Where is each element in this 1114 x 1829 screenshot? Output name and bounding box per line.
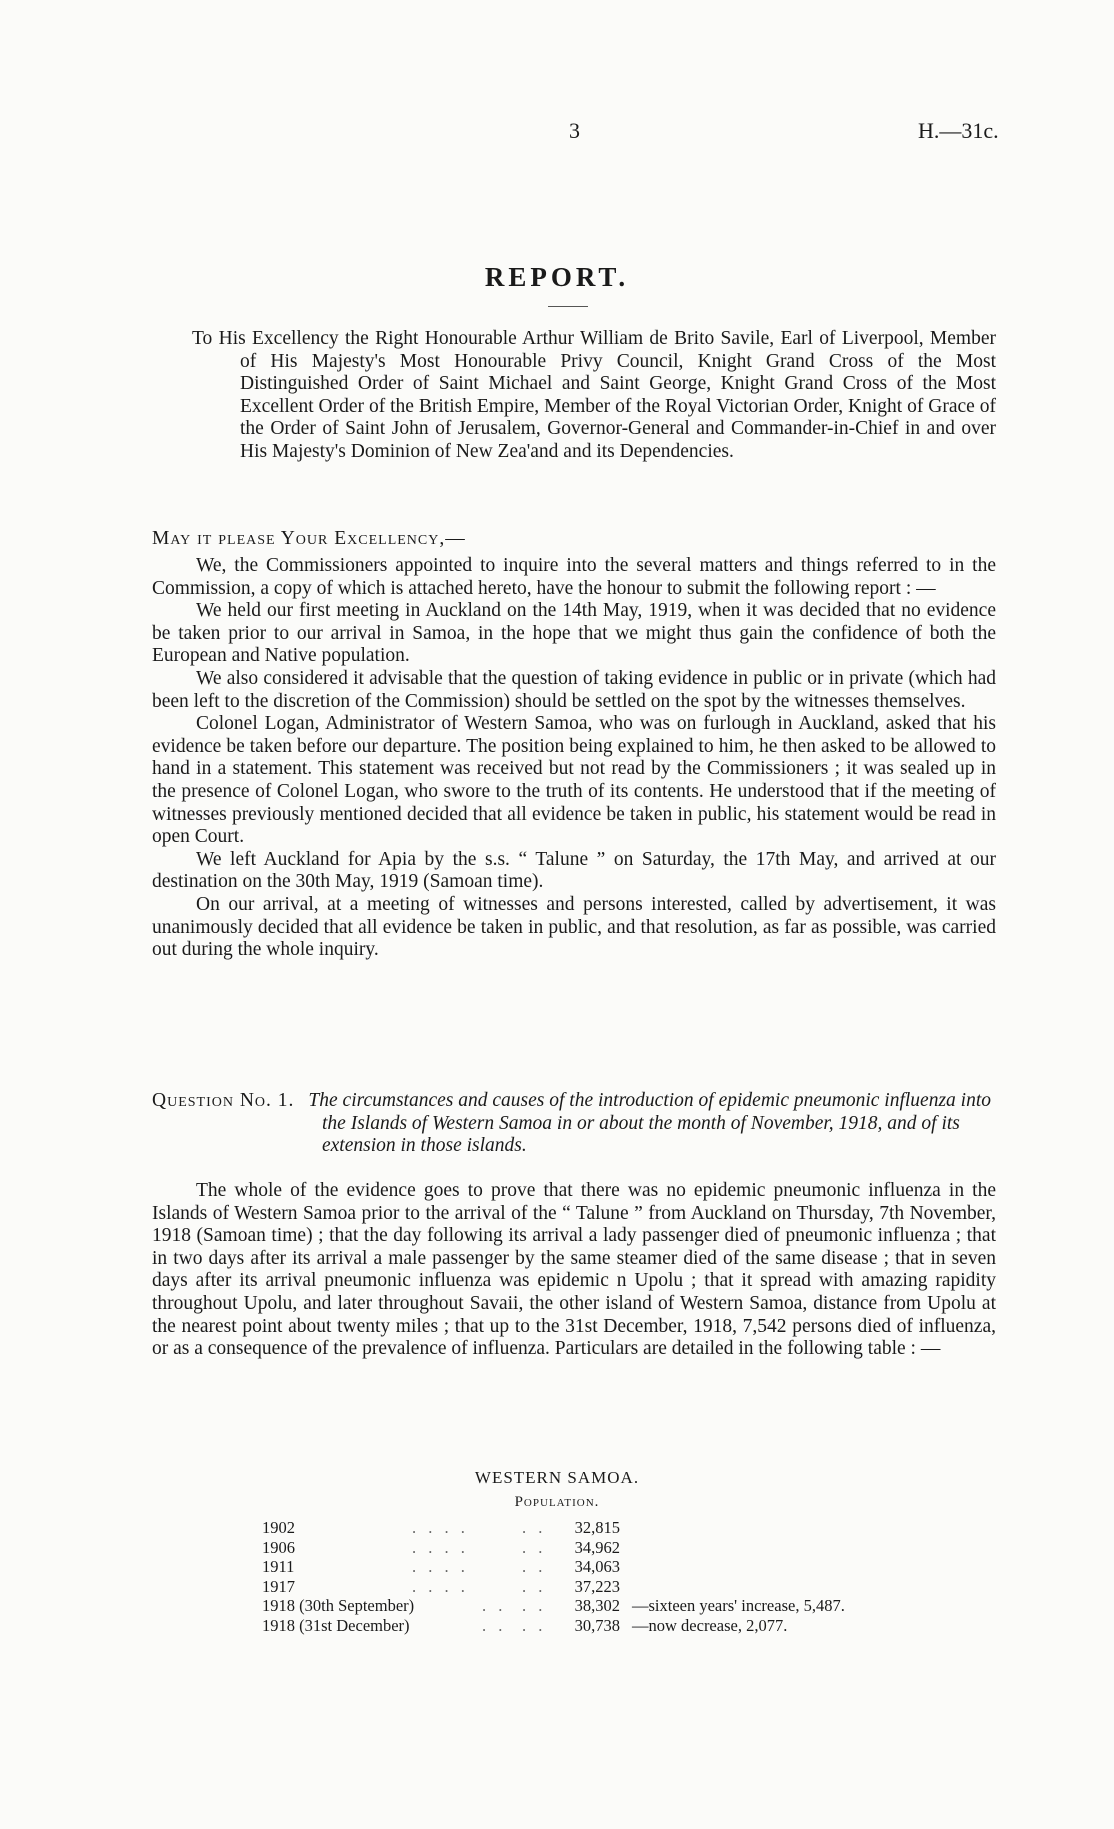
row-year: 1911 — [262, 1557, 295, 1576]
title-rule — [548, 306, 588, 307]
table-row — [262, 1538, 845, 1558]
row-leader: . . . . — [412, 1576, 469, 1596]
report-body-continued — [152, 1180, 996, 1361]
row-note: —now decrease, 2,077. — [632, 1615, 788, 1635]
page-number: 3 — [569, 118, 580, 143]
row-year: 1918 (30th September) — [262, 1596, 415, 1615]
row-year: 1917 — [262, 1576, 295, 1596]
table-row — [262, 1557, 845, 1577]
report-title: REPORT. — [484, 262, 630, 292]
row-value: 37,223 — [574, 1576, 620, 1596]
table-row — [262, 1518, 845, 1538]
paragraph: We held our first meeting in Auckland on the 14th May, 1919, when it was decided that no evidence be taken prior to our arrival in Samoa, in the hope that we might thus gain the confidence of both the European and Native population. — [152, 600, 996, 667]
row-leader: . . . . — [412, 1557, 469, 1576]
paragraph: Colonel Logan, Administrator of Western Samoa, who was on furlough in Auckland, asked that his evidence be taken before our departure. The position being explained to him, he then asked to be allowed to hand in a statement. This statement was received but not read by the Commissioners ; it was sealed up in the presence of Colonel Logan, who swore to the truth of its contents. He understood that if the meeting of witnesses previously mentioned decided that all evidence be taken in public, his statement would be read in open Court. — [152, 713, 996, 848]
row-leader: . . — [482, 1596, 507, 1615]
row-leader: . . — [522, 1576, 547, 1596]
question-heading — [152, 1090, 996, 1158]
row-value: 34,063 — [574, 1557, 620, 1576]
table-row — [262, 1596, 845, 1616]
row-leader: . . — [522, 1518, 547, 1537]
row-leader: . . — [482, 1615, 507, 1635]
document-reference: H.—31c. — [918, 118, 999, 143]
table-row — [262, 1577, 845, 1597]
row-value: 34,962 — [574, 1537, 620, 1557]
table-row — [262, 1616, 845, 1636]
row-note: —sixteen years' increase, 5,487. — [632, 1596, 845, 1615]
question-label: Question No. 1. — [152, 1090, 295, 1111]
row-leader: . . — [522, 1557, 547, 1576]
paragraph: The whole of the evidence goes to prove that there was no epidemic pneumonic influenza in the Islands of Western Samoa prior to the arrival of the “ Talune ” from Auckland on Thursday, 7th November, 1918 (Samoan time) ; that the day following its arrival a lady passenger died of pneumonic influenza ; that in two days after its arrival a male passenger by the same steamer died of the same disease ; that in seven days after its arrival pneumonic influenza was epidemic n Upolu ; that it spread with amazing rapidity throughout Upolu, and later throughout Savaii, the other island of Western Samoa, distance from Upolu at the nearest point about twenty miles ; that up to the 31st December, 1918, 7,542 persons died of influenza, or as a consequence of the prevalence of influenza. Particulars are detailed in the following table : — — [152, 1180, 996, 1360]
paragraph: We left Auckland for Apia by the s.s. “ Talune ” on Saturday, the 17th May, and arrived at our destination on the 30th May, 1919 (Samoan time). — [152, 848, 996, 893]
salutation: May it please Your Excellency,— — [152, 528, 466, 549]
question-text: The circumstances and causes of the introduction of epidemic pneumonic influenza into the Islands of Western Samoa in or about the month of November, 1918, and of its extension in those islands. — [308, 1090, 991, 1157]
table-subtitle: Population. — [514, 1494, 600, 1510]
row-value: 32,815 — [574, 1518, 620, 1537]
row-leader: . . . . — [412, 1518, 469, 1537]
row-year: 1918 (31st December) — [262, 1615, 410, 1635]
report-body — [152, 555, 996, 962]
table-title: WESTERN SAMOA. — [474, 1468, 640, 1487]
paragraph: We, the Commissioners appointed to inquire into the several matters and things referred to in the Commission, a copy of which is attached hereto, have the honour to submit the following report : — — [152, 555, 996, 599]
row-value: 38,302 — [574, 1596, 620, 1615]
row-leader: . . . . — [412, 1537, 469, 1557]
row-leader: . . — [522, 1615, 547, 1635]
paragraph: We also considered it advisable that the question of taking evidence in public or in private (which had been left to the discretion of the Commission) should be settled on the spot by the witnesses themselves. — [152, 667, 996, 712]
paragraph: On our arrival, at a meeting of witnesses and persons interested, called by advertisement, it was unanimously decided that all evidence be taken in public, and that resolution, as far as possible, was carried out during the whole inquiry. — [152, 893, 996, 961]
address-block: To His Excellency the Right Honourable Arthur William de Brito Savile, Earl of Liverpool, Member of His Majesty's Most Honourable Privy Council, Knight Grand Cross of the Most Distinguished Order of Saint Michael and Saint George, Knight Grand Cross of the Most Excellent Order of the British Empire, Member of the Royal Victorian Order, Knight of Grace of the Order of Saint John of Jerusalem, Governor-General and Commander-in-Chief in and over His Majesty's Dominion of New Zea'and and its Dependencies. — [192, 328, 996, 462]
row-year: 1902 — [262, 1518, 295, 1537]
row-value: 30,738 — [574, 1615, 620, 1635]
population-table — [262, 1518, 845, 1635]
row-leader: . . — [522, 1537, 547, 1557]
row-leader: . . — [522, 1596, 547, 1615]
row-year: 1906 — [262, 1537, 295, 1557]
